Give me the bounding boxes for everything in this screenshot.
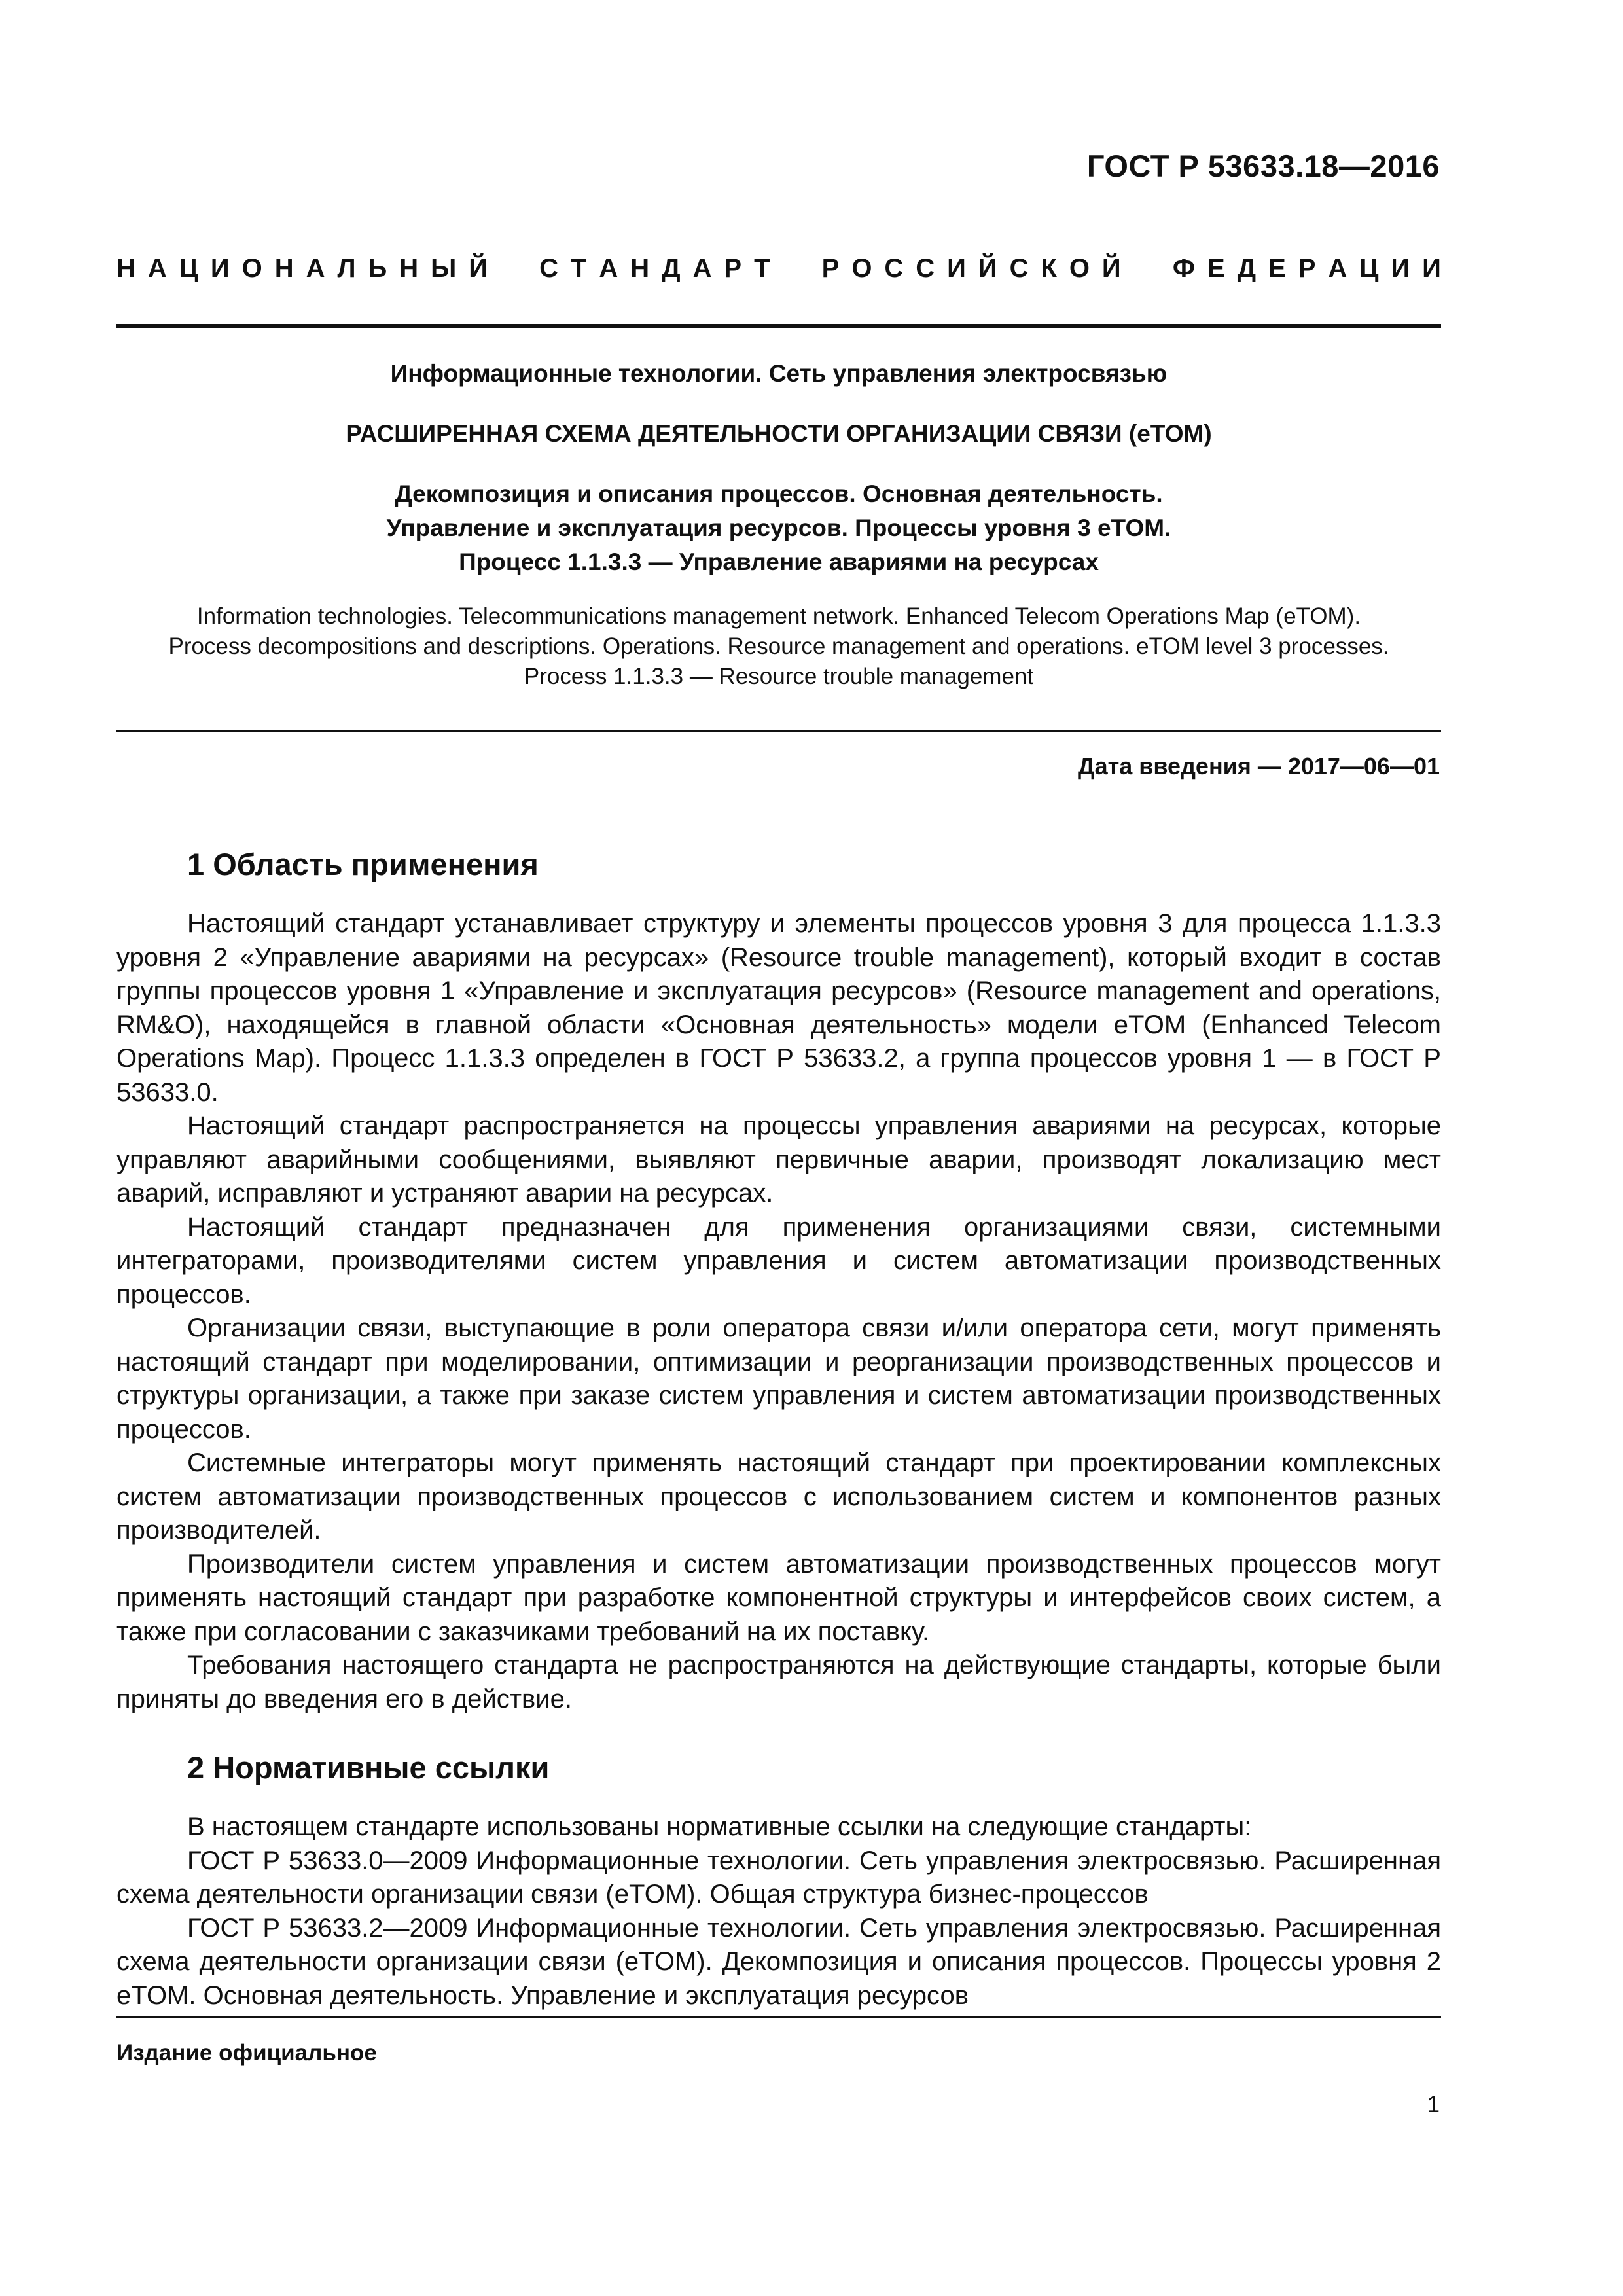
banner-letter: С [916, 254, 935, 283]
banner-letter: Ц [179, 254, 198, 283]
paragraph: Производители систем управления и систем автоматизации производственных процессов могут применять настоящий стандарт при разработке компонентной структуры и интерфейсов своих систем, а также при согласовании с заказчиками требований на их поставку. [116, 1549, 1441, 1646]
banner-letter: К [1041, 254, 1057, 283]
english-title-line: Process decompositions and descriptions. Operations. Resource management and operations. eTOM level 3 processes. [168, 634, 1389, 659]
banner-letter: О [241, 254, 262, 283]
banner-letter: И [1391, 254, 1410, 283]
banner-letter: И [947, 254, 966, 283]
banner-letter: С [539, 254, 558, 283]
banner-letter: И [1422, 254, 1441, 283]
english-title [116, 601, 1441, 692]
title-block [116, 357, 1441, 692]
banner-word-gap [1133, 254, 1141, 283]
section-heading-scope: 1 Область применения [187, 847, 539, 882]
paragraph: Требования настоящего стандарта не распространяются на действующие стандарты, которые были приняты до введения его в действие. [116, 1651, 1441, 1713]
banner-letter: С [1009, 254, 1029, 283]
paragraph: Системные интеграторы могут применять настоящий стандарт при проектировании комплексных систем автоматизации производственных процессов с использованием систем и компонентов разных производителей. [116, 1448, 1441, 1545]
banner-letter: Р [1298, 254, 1316, 283]
banner-letter: Ф [1172, 254, 1195, 283]
banner-word-gap [1153, 254, 1160, 283]
banner-letter: О [1069, 254, 1090, 283]
banner-letter: О [851, 254, 872, 283]
paragraph: Настоящий стандарт распространяется на процессы управления авариями на ресурсах, которые управляют аварийными сообщениями, выявляют первичные аварии, производят локализацию мест аварий, исправляют и устраняют аварии на ресурсах. [116, 1111, 1441, 1208]
paragraph: Настоящий стандарт устанавливает структуру и элементы процессов уровня 3 для процесса 1.1.3.3 уровня 2 «Управление авариями на ресурсах» (Resource trouble management), который входит в состав группы процессов уровня 1 «Управление и эксплуатация ресурсов» (Resource management and operations, RM&O), находящейся в главной области «Основная деятельность» модели eTOM (Enhanced Telecom Operations Map). Процесс 1.1.3.3 определен в ГОСТ Р 53633.2, а группа процессов уровня 1 — в ГОСТ Р 53633.0. [116, 909, 1441, 1107]
introduction-date: Дата введения — 2017—06—01 [1077, 753, 1440, 780]
banner-word-gap [520, 254, 527, 283]
title-divider [116, 730, 1441, 732]
banner-letter: Ь [368, 254, 387, 283]
banner-letter: С [884, 254, 904, 283]
banner-letter: Й [1101, 254, 1121, 283]
banner-letter: Н [630, 254, 650, 283]
banner-letter: А [692, 254, 712, 283]
banner-letter: Т [570, 254, 587, 283]
title-line-3-part: Декомпозиция и описания процессов. Основная деятельность. [395, 480, 1163, 507]
banner-letter: Р [724, 254, 742, 283]
banner-letter: Е [1207, 254, 1225, 283]
section-heading-normative-references: 2 Нормативные ссылки [187, 1750, 550, 1785]
banner-letter: Р [821, 254, 840, 283]
national-standard-letters [116, 254, 1441, 283]
banner-letter: А [147, 254, 167, 283]
title-line-1: Информационные технологии. Сеть управления электросвязью [390, 360, 1168, 387]
banner-letter: Д [1237, 254, 1257, 283]
footer-divider [116, 2016, 1441, 2018]
banner-word-gap [802, 254, 810, 283]
banner-letter: И [210, 254, 230, 283]
title-line-3 [116, 477, 1441, 579]
banner-word-gap [500, 254, 507, 283]
banner-letter: Т [754, 254, 770, 283]
reference-item: ГОСТ Р 53633.0—2009 Информационные технологии. Сеть управления электросвязью. Расширенная схема деятельности организации связи (eTOM). Общая структура бизнес-процессов [116, 1846, 1441, 1909]
paragraph: Настоящий стандарт предназначен для применения организациями связи, системными интеграторами, производителями систем управления и систем автоматизации производственных процессов. [116, 1212, 1441, 1309]
banner-letter: А [599, 254, 618, 283]
reference-item: ГОСТ Р 53633.2—2009 Информационные технологии. Сеть управления электросвязью. Расширенная схема деятельности организации связи (eTOM). Декомпозиция и описания процессов. Процессы уровня 2 eTOM. Основная деятельность. Управление и эксплуатация ресурсов [116, 1913, 1441, 2010]
banner-letter: Ы [431, 254, 457, 283]
banner-letter: Н [116, 254, 135, 283]
banner-letter: Н [399, 254, 419, 283]
paragraph: Организации связи, выступающие в роли оператора связи и/или оператора сети, могут применять настоящий стандарт при моделировании, оптимизации и реорганизации производственных процессов и структуры организации, а также при заказе систем управления и систем автоматизации производственных процессов. [116, 1314, 1441, 1444]
banner-letter: Н [274, 254, 294, 283]
document-code: ГОСТ Р 53633.18—2016 [1086, 149, 1440, 183]
banner-letter: Д [662, 254, 681, 283]
page-number: 1 [1427, 2092, 1440, 2117]
english-title-line: Process 1.1.3.3 — Resource trouble management [524, 664, 1034, 689]
header-divider [116, 324, 1441, 328]
english-title-line: Information technologies. Telecommunications management network. Enhanced Telecom Operations Map (eTOM). [196, 603, 1361, 629]
title-line-2: РАСШИРЕННАЯ СХЕМА ДЕЯТЕЛЬНОСТИ ОРГАНИЗАЦИИ СВЯЗИ (eTOM) [346, 420, 1212, 447]
banner-letter: Й [978, 254, 997, 283]
edition-label: Издание официальное [116, 2040, 377, 2066]
document-body [116, 844, 1441, 2013]
title-line-3-part: Управление и эксплуатация ресурсов. Процессы уровня 3 eTOM. [386, 514, 1171, 541]
banner-letter: Й [469, 254, 488, 283]
banner-letter: А [1328, 254, 1347, 283]
banner-letter: Ц [1359, 254, 1379, 283]
banner-letter: А [306, 254, 325, 283]
banner-letter: Е [1268, 254, 1286, 283]
national-standard-banner [116, 254, 1441, 283]
title-line-3-part: Процесс 1.1.3.3 — Управление авариями на ресурсах [459, 548, 1099, 575]
banner-word-gap [782, 254, 789, 283]
paragraph: В настоящем стандарте использованы нормативные ссылки на следующие стандарты: [187, 1812, 1252, 1841]
banner-letter: Л [337, 254, 356, 283]
